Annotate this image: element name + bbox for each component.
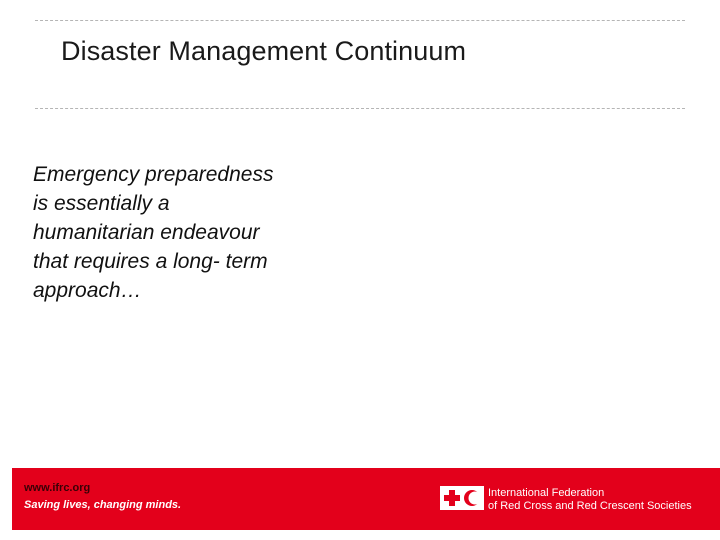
- website-link[interactable]: www.ifrc.org: [24, 482, 91, 494]
- title-divider: [35, 108, 685, 109]
- ifrc-logo: [440, 486, 484, 510]
- org-name-line-1: International Federation: [488, 487, 605, 499]
- organization-name: [488, 487, 692, 513]
- cross-crescent-icon: [443, 489, 481, 507]
- body-text: Emergency preparedness is essentially a humanitarian endeavour that requires a long- term approach…: [33, 163, 274, 302]
- footer-bar: [12, 468, 720, 530]
- tagline: Saving lives, changing minds.: [24, 499, 182, 511]
- slide-title: Disaster Management Continuum: [61, 36, 467, 66]
- top-divider: [35, 20, 685, 21]
- org-name-line-2: of Red Cross and Red Crescent Societies: [488, 500, 692, 512]
